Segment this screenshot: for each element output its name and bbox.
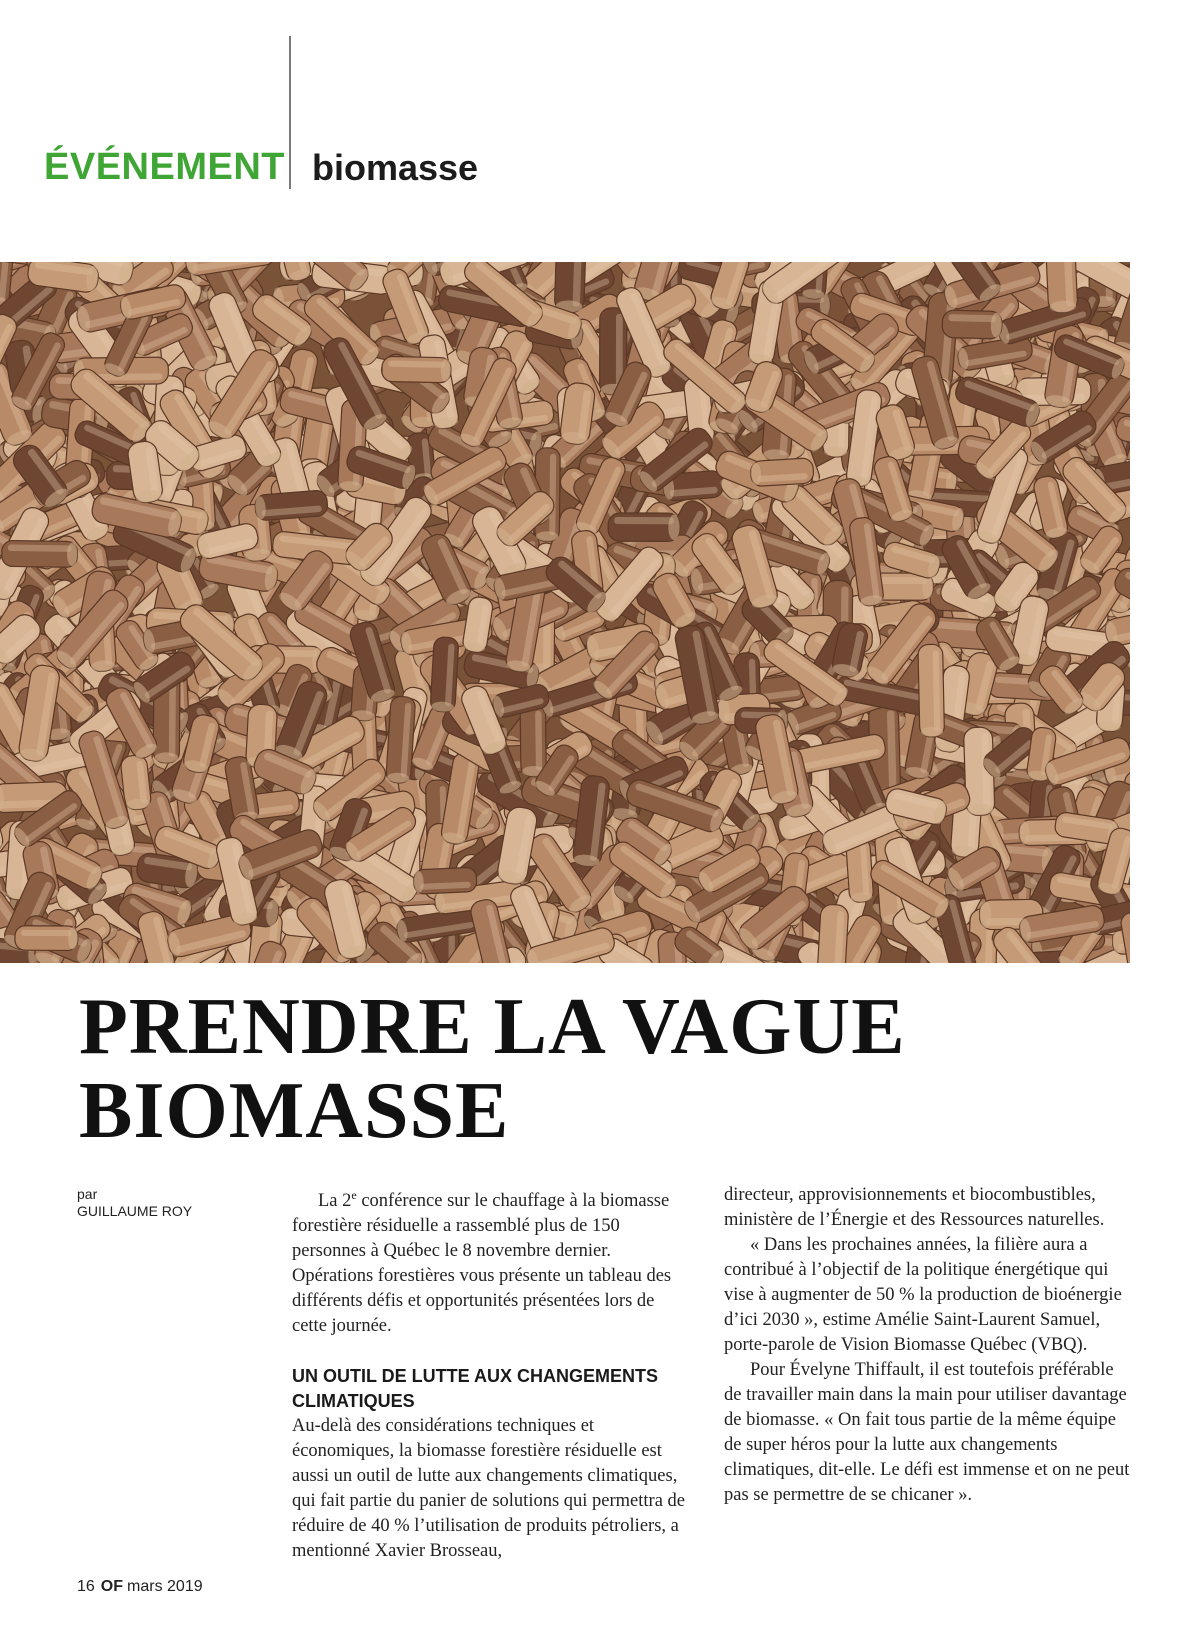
pellet: [430, 637, 459, 713]
pellet: [382, 356, 451, 383]
paragraph-3: Pour Évelyne Thiffault, il est toutefois préférable de travailler main dans la main pour utiliser davantage de biomasse. « On fait tous partie de la même équipe de super héros pour la lutte aux changements climatiques, dit-elle. Le défi est immense et on ne peut pas se permettre de se chicaner ».: [724, 1360, 1130, 1505]
pellet: [918, 644, 945, 737]
byline-prefix: par: [77, 1186, 98, 1202]
pellet: [15, 926, 78, 951]
headline-line-1: PRENDRE LA VAGUE: [79, 983, 906, 1071]
page-footer: [77, 1578, 203, 1596]
pellet: [554, 262, 587, 313]
section-label: ÉVÉNEMENT: [44, 146, 285, 188]
pellet: [942, 310, 1002, 339]
pellet: [1046, 262, 1078, 313]
article-column-1: [292, 1183, 692, 1564]
pellet: [520, 705, 546, 777]
magazine-logo: OF: [100, 1578, 124, 1595]
intro-rest: conférence sur le chauffage à la biomasse forestière résiduelle a rassemblé plus de 150 personnes à Québec le 8 novembre dernier. Opérations forestières vous présente un tableau des différents défis et opportunités présentées lors de cette journée.: [292, 1191, 672, 1337]
headline-line-2: BIOMASSE: [79, 1067, 510, 1155]
wood-pellets-photo: [0, 262, 1130, 963]
paragraph-1-continued: directeur, approvisionnements et biocombustibles, ministère de l’Énergie et des Ressources naturelles.: [724, 1185, 1105, 1230]
byline: [77, 1186, 192, 1220]
pellet: [386, 696, 416, 784]
byline-author: GUILLAUME ROY: [77, 1203, 193, 1219]
pellet: [2, 540, 78, 567]
pellet: [608, 513, 680, 542]
intro-start: La 2: [318, 1191, 352, 1212]
subheading: UN OUTIL DE LUTTE AUX CHANGEMENTS CLIMATIQUES: [292, 1366, 659, 1412]
pellet: [413, 867, 477, 894]
pellet: [817, 904, 849, 963]
pellet: [254, 490, 328, 521]
paragraph-2: « Dans les prochaines années, la filière aura a contribué à l’objectif de la politique énergétique qui vise à augmenter de 50 % la production de bioénergie d’ici 2030 », estime Amélie Saint-Laurent Samuel, porte-parole de Vision Biomasse Québec (VBQ).: [724, 1235, 1122, 1355]
pellets-image: [0, 262, 1130, 963]
topic-label: biomasse: [312, 147, 479, 188]
issue-date: mars 2019: [127, 1578, 203, 1595]
page-number: 16: [77, 1578, 95, 1595]
pellet: [750, 458, 814, 487]
rubric-divider: [289, 36, 291, 189]
article-headline: [79, 985, 1139, 1153]
intro-paragraph: [292, 1183, 692, 1339]
paragraph-1: Au-delà des considérations techniques et économiques, la biomasse forestière résiduelle est aussi un outil de lutte aux changements climatiques, qui fait partie du panier de solutions qui permettra de réduire de 40 % l’utilisation de produits pétroliers, a mentionné Xavier Brosseau,: [292, 1416, 686, 1562]
article-column-2: [724, 1183, 1132, 1508]
intro-superscript: e: [351, 1188, 357, 1202]
